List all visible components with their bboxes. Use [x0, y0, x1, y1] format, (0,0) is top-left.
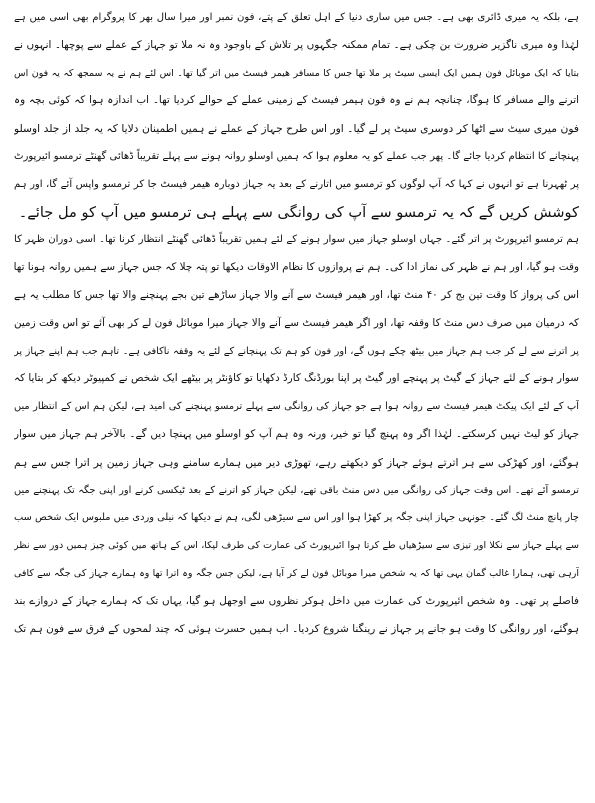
urdu-body-text	[14, 4, 579, 643]
text-line: آپ کے لئے ایک پیکٹ ھیمر فیسٹ سے روانہ ہوا ہے جو جہاز کی روانگی سے پہلے ترمسو پہنچنے کی امید ہے، لیکن ہم اس کے انتظار میں	[14, 401, 579, 413]
text-line: پر ٹھہرنا ہے تو انہوں نے کہا کہ آپ لوگوں کو ترمسو میں اتارنے کے بعد یہ جہاز دوبارہ ھیمر فیسٹ جا کر ترمسو واپس آئے گا، اور ہم	[14, 178, 579, 190]
text-line: اس کی پرواز کا وقت تین بج کر ۴۰ منٹ تھا، اور ھیمر فیسٹ سے آنے والا جہاز ساڑھے تین بجے پہنچنے والا تھا جس کا مطلب یہ ہے	[14, 288, 579, 301]
text-line: آرہی تھی، ہمارا غالب گمان یہی تھا کہ یہ شخص میرا موبائل فون لے کر آیا ہے، لیکن جس جگہ وہ اترا تھا وہ ہمارے جہاز کی جگہ سے کافی	[14, 567, 579, 579]
text-line: بتایا کہ ایک موبائل فون ہمیں ایک ایسی سیٹ پر ملا تھا جس کا مسافر ھیمر فیسٹ میں اتر گیا تھا۔ اس لئے ہم نے یہ سمجھ کہ یہ فون اس	[14, 67, 579, 79]
text-line: ترمسو آئے تھے۔ اس وقت جہاز کی روانگی میں دس منٹ باقی تھے، لیکن جہاز کو اترنے کے بعد ٹیکسی کرنے اور اپنی جگہ تک پہنچنے میں	[14, 484, 579, 496]
text-line: کہ درمیان میں صرف دس منٹ کا وقفہ تھا، اور اگر ھیمر فیسٹ سے آنے والا جہاز میرا موبائل فون لے کر بھی آئے تو اس وقت زمین	[14, 316, 579, 329]
text-line: ہے، بلکہ یہ میری ڈائری بھی ہے۔ جس میں ساری دنیا کے اہل تعلق کے پتے، فون نمبر اور میرا سال بھر کا پروگرام بھی اسی میں ہے	[14, 12, 579, 23]
text-line: فاصلے پر تھی۔ وہ شخص ائیرپورٹ کی عمارت میں داخل ہوکر نظروں سے اوجھل ہو گیا، یہاں تک کہ ہمارے جہاز کے دروازے بند	[14, 594, 579, 607]
text-line: پر اترنے سے لے کر جب ہم جہاز میں بیٹھ چکے ہوں گے، اور فون کو ہم تک پہنچانے کے لئے یہ وقفہ ناکافی ہے۔ تاہم جب ہم اپنے جہاز پر	[14, 345, 579, 357]
text-line: اترنے والے مسافر کا ہوگا، چنانچہ ہم نے وہ فون ہیمر فیسٹ کے زمینی عملے کے حوالے کردیا تھا۔ اب اندازہ ہوا کہ کوئی بچہ وہ	[14, 94, 579, 107]
text-line: سے پہلے جہاز سے نکلا اور تیزی سے سیڑھیاں طے کرتا ہوا ائیرپورٹ کی عمارت کی طرف لپکا، اس کے ہاتھ میں کوئی چیز ہمیں دور سے نظر	[14, 540, 579, 552]
paragraph-end-line: کوشش کریں گے کہ یہ ترمسو سے آپ کی روانگی سے پہلے ہی ترمسو میں آپ کو مل جائے۔	[18, 203, 579, 221]
text-line: لہٰذا وہ میری ناگزیر ضرورت بن چکی ہے۔ تمام ممکنہ جگہوں پر تلاش کے باوجود وہ نہ ملا تو جہاز کے عملے سے پوچھا۔ انہوں نے	[14, 38, 579, 51]
text-line: فون میری سیٹ سے اٹھا کر دوسری سیٹ پر لے گیا۔ اور اس طرح جہاز کے عملے نے ہمیں اطمینان دلایا کہ یہ جلد از جلد اوسلو	[14, 122, 579, 136]
text-line: وقت ہو گیا، اور ہم نے ظہر کی نماز ادا کی۔ ہم نے پروازوں کا نظام الاوقات دیکھا تو پتہ چلا کہ جس جہاز سے ہمیں روانہ ہونا تھا	[14, 261, 579, 274]
text-line: ہوگئے، اور روانگی کا وقت ہو جانے پر جہاز نے رینگنا شروع کردیا۔ اب ہمیں حسرت ہوئی کہ چند لمحوں کے فرق سے فون ہم تک	[14, 622, 579, 635]
text-line: پہنچانے کا انتظام کردیا جائے گا۔ پھر جب عملے کو یہ معلوم ہوا کہ ہمیں اوسلو روانہ ہونے سے پہلے تقریباً ڈھائی گھنٹے ترمسو ائیرپورٹ	[14, 150, 579, 162]
text-line: جہاز کو لیٹ نہیں کرسکتے۔ لہٰذا اگر وہ پہنچ گیا تو خیر، ورنہ وہ ہم آپ کو اوسلو میں پہنچا دیں گے۔ بالآخر ہم جہاز میں سوار	[14, 427, 579, 440]
text-line: ہوگئے، اور کھڑکی سے ہر اترتے ہوئے جہاز کو دیکھتے رہے، تھوڑی دیر میں ہمارے سامنے وہی جہاز زمین پر اترا جس سے ہم	[14, 455, 579, 469]
text-line: ہم ترمسو ائیرپورٹ پر اتر گئے۔ جہاں اوسلو جہاز میں سوار ہونے کے لئے ہمیں تقریباً ڈھائی گھنٹے انتظار کرنا تھا۔ اسی دوران ظہر کا	[14, 234, 579, 246]
text-line: چار پانچ منٹ لگ گئے۔ جونہی جہاز اپنی جگہ پر کھڑا ہوا اور اس سے سیڑھی لگی، ہم نے دیکھا کہ نیلی وردی میں ملبوس ایک شخص سب	[14, 512, 579, 524]
text-line: سوار ہونے کے لئے جہاز کے گیٹ پر پہنچے اور گیٹ پر اپنا بورڈنگ کارڈ دکھایا تو کاؤنٹر پر بیٹھے ایک شخص نے کمپیوٹر دیکھ کر بتایا کہ	[14, 372, 579, 385]
